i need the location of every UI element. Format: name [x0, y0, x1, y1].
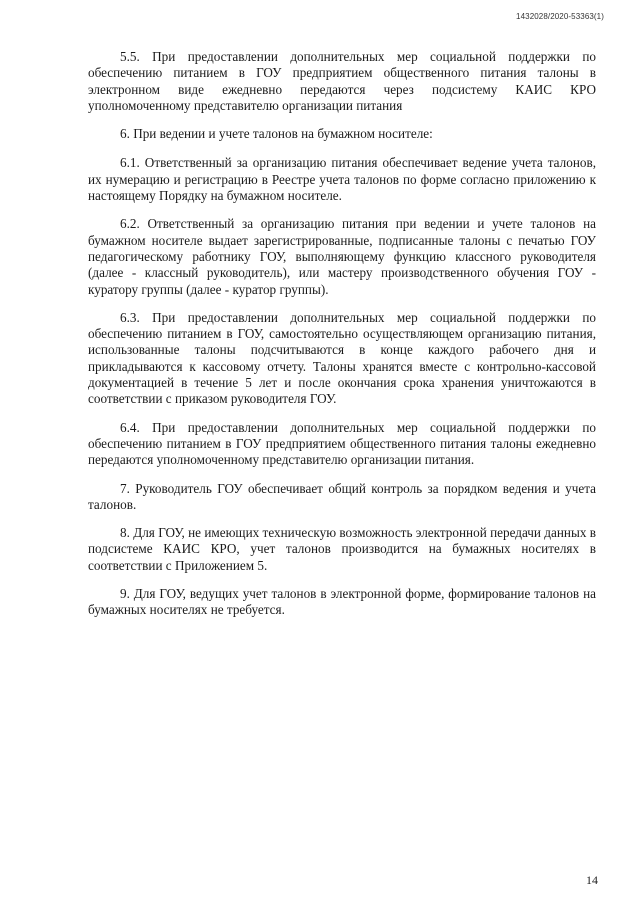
paragraph-6-4: 6.4. При предоставлении дополнительных мер социальной поддержки по обеспечению питанием в ГОУ предприятием общественного питания талоны ежедневно передаются уполномоченному представителю организации питания.	[88, 419, 596, 468]
document-id: 1432028/2020-53363(1)	[516, 12, 604, 21]
paragraph-8: 8. Для ГОУ, не имеющих техническую возможность электронной передачи данных в подсистеме КАИС КРО, учет талонов производится на бумажных носителях в соответствии с Приложением 5.	[88, 525, 596, 573]
paragraph-6-heading: 6. При ведении и учете талонов на бумажном носителе:	[120, 126, 433, 142]
page-number: 14	[586, 873, 598, 887]
paragraph-9: 9. Для ГОУ, ведущих учет талонов в электронной форме, формирование талонов на бумажных носителях не требуется.	[88, 586, 596, 618]
paragraph-6-3: 6.3. При предоставлении дополнительных мер социальной поддержки по обеспечению питанием в ГОУ, самостоятельно осуществляющем организацию питания, использованные талоны подсчитываются в конце каждого рабочего дня и прикладываются к кассовому отчету. Талоны хранятся вместе с контрольно-кассовой документацией в течение 5 лет и после окончания срока хранения уничтожаются в соответствии с приказом руководителя ГОУ.	[88, 309, 596, 407]
paragraph-5-5: 5.5. При предоставлении дополнительных мер социальной поддержки по обеспечению питанием в ГОУ предприятием общественного питания талоны в электронном виде ежедневно передаются через подсистему КАИС КРО уполномоченному представителю организации питания	[88, 49, 596, 113]
document-body	[88, 49, 596, 631]
paragraph-6-2: 6.2. Ответственный за организацию питания при ведении и учете талонов на бумажном носителе выдает зарегистрированные, подписанные талоны с печатью ГОУ педагогическому работнику ГОУ, выполняющему функцию классного руководителя (далее - классный руководитель), или мастеру производственного обучения ГОУ - куратору группы (далее - куратор группы).	[88, 216, 596, 297]
paragraph-6-1: 6.1. Ответственный за организацию питания обеспечивает ведение учета талонов, их нумерацию и регистрацию в Реестре учета талонов по форме согласно приложению к настоящему Порядку на бумажном носителе.	[88, 155, 596, 204]
paragraph-7: 7. Руководитель ГОУ обеспечивает общий контроль за порядком ведения и учета талонов.	[88, 480, 596, 512]
